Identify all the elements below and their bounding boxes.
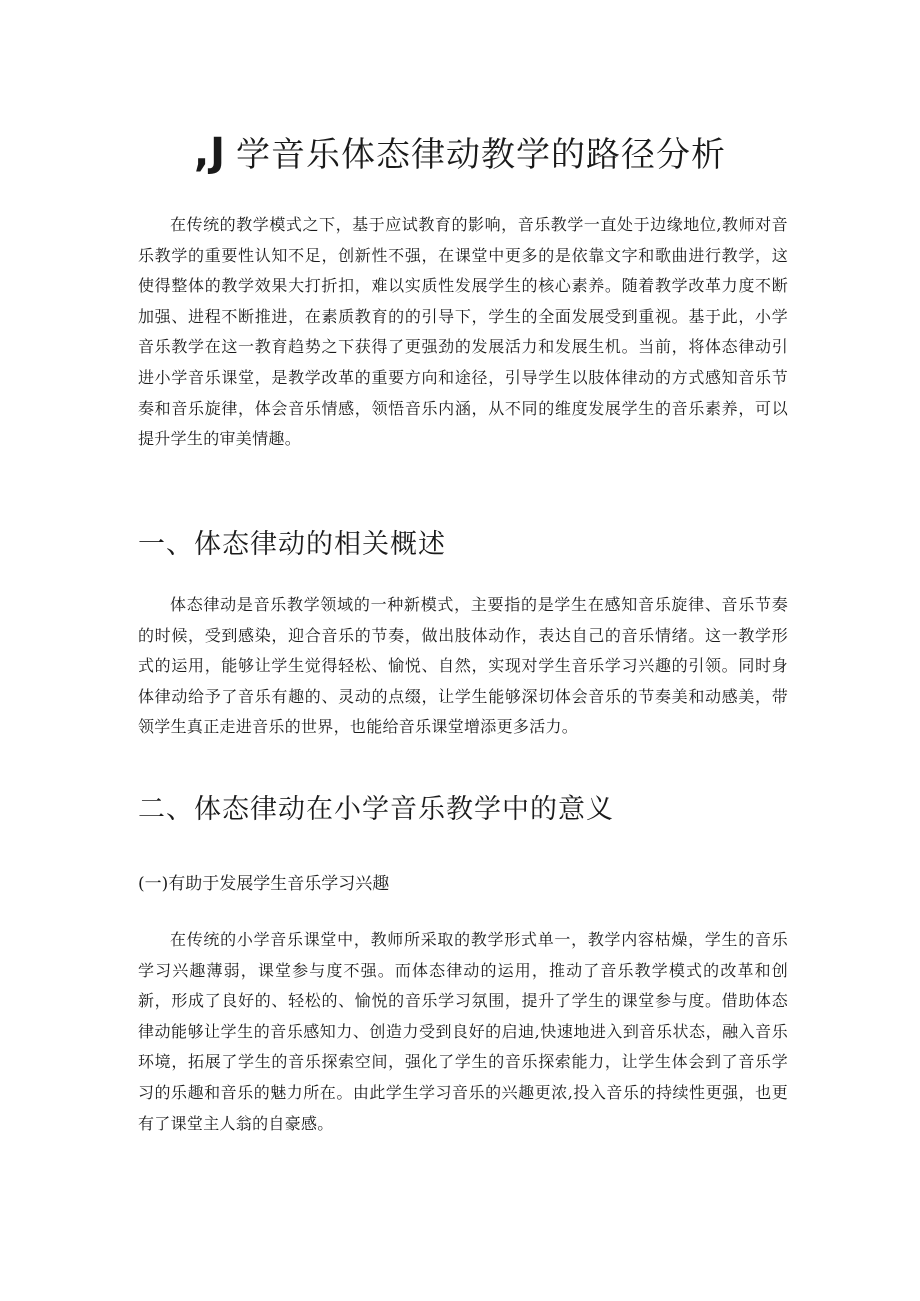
intro-paragraph: 在传统的教学模式之下，基于应试教育的影响，音乐教学一直处于边缘地位,教师对音乐教学的重要性认知不足，创新性不强，在课堂中更多的是依靠文字和歌曲进行教学，这使得整体的教学效果大打折扣，难以实质性发展学生的核心素养。随着教学改革力度不断加强、进程不断推进，在素质教育的的引导下，学生的全面发展受到重视。基于此，小学音乐教学在这一教育趋势之下获得了更强劲的发展活力和发展生机。当前，将体态律动引进小学音乐课堂，是教学改革的重要方向和途径，引导学生以肢体律动的方式感知音乐节奏和音乐旋律，体会音乐情感，领悟音乐内涵，从不同的维度发展学生的音乐素养，可以提升学生的审美情趣。 xyxy=(138,215,788,449)
section-1-paragraph: 体态律动是音乐教学领域的一种新模式，主要指的是学生在感知音乐旋律、音乐节奏的时候，受到感染，迎合音乐的节奏，做出肢体动作，表达自己的音乐情绪。这一教学形式的运用，能够让学生觉得轻松、愉悦、自然，实现对学生音乐学习兴趣的引领。同时身体律动给予了音乐有趣的、灵动的点缀，让学生能够深切体会音乐的节奏美和动感美，带领学生真正走进音乐的世界，也能给音乐课堂增添更多活力。 xyxy=(138,595,788,737)
section-2-heading: 二、体态律动在小学音乐教学中的意义 xyxy=(138,794,614,825)
subsection-2-1-heading: (一)有助于发展学生音乐学习兴趣 xyxy=(138,874,390,894)
subsection-2-1-paragraph: 在传统的小学音乐课堂中，教师所采取的教学形式单一，教学内容枯燥，学生的音乐学习兴趣薄弱，课堂参与度不强。而体态律动的运用，推动了音乐教学模式的改革和创新，形成了良好的、轻松的、愉悦的音乐学习氛围，提升了学生的课堂参与度。借助体态律动能够让学生的音乐感知力、创造力受到良好的启迪,快速地进入到音乐状态，融入音乐环境，拓展了学生的音乐探索空间，强化了学生的音乐探索能力，让学生体会到了音乐学习的乐趣和音乐的魅力所在。由此学生学习音乐的兴趣更浓,投入音乐的持续性更强，也更有了课堂主人翁的自豪感。 xyxy=(138,930,788,1133)
section-1-heading: 一、体态律动的相关概述 xyxy=(138,529,446,560)
title-main: 学音乐体态律动教学的路径分析 xyxy=(236,135,727,175)
title-prefix: ,J xyxy=(193,130,227,176)
document-title xyxy=(0,128,920,180)
